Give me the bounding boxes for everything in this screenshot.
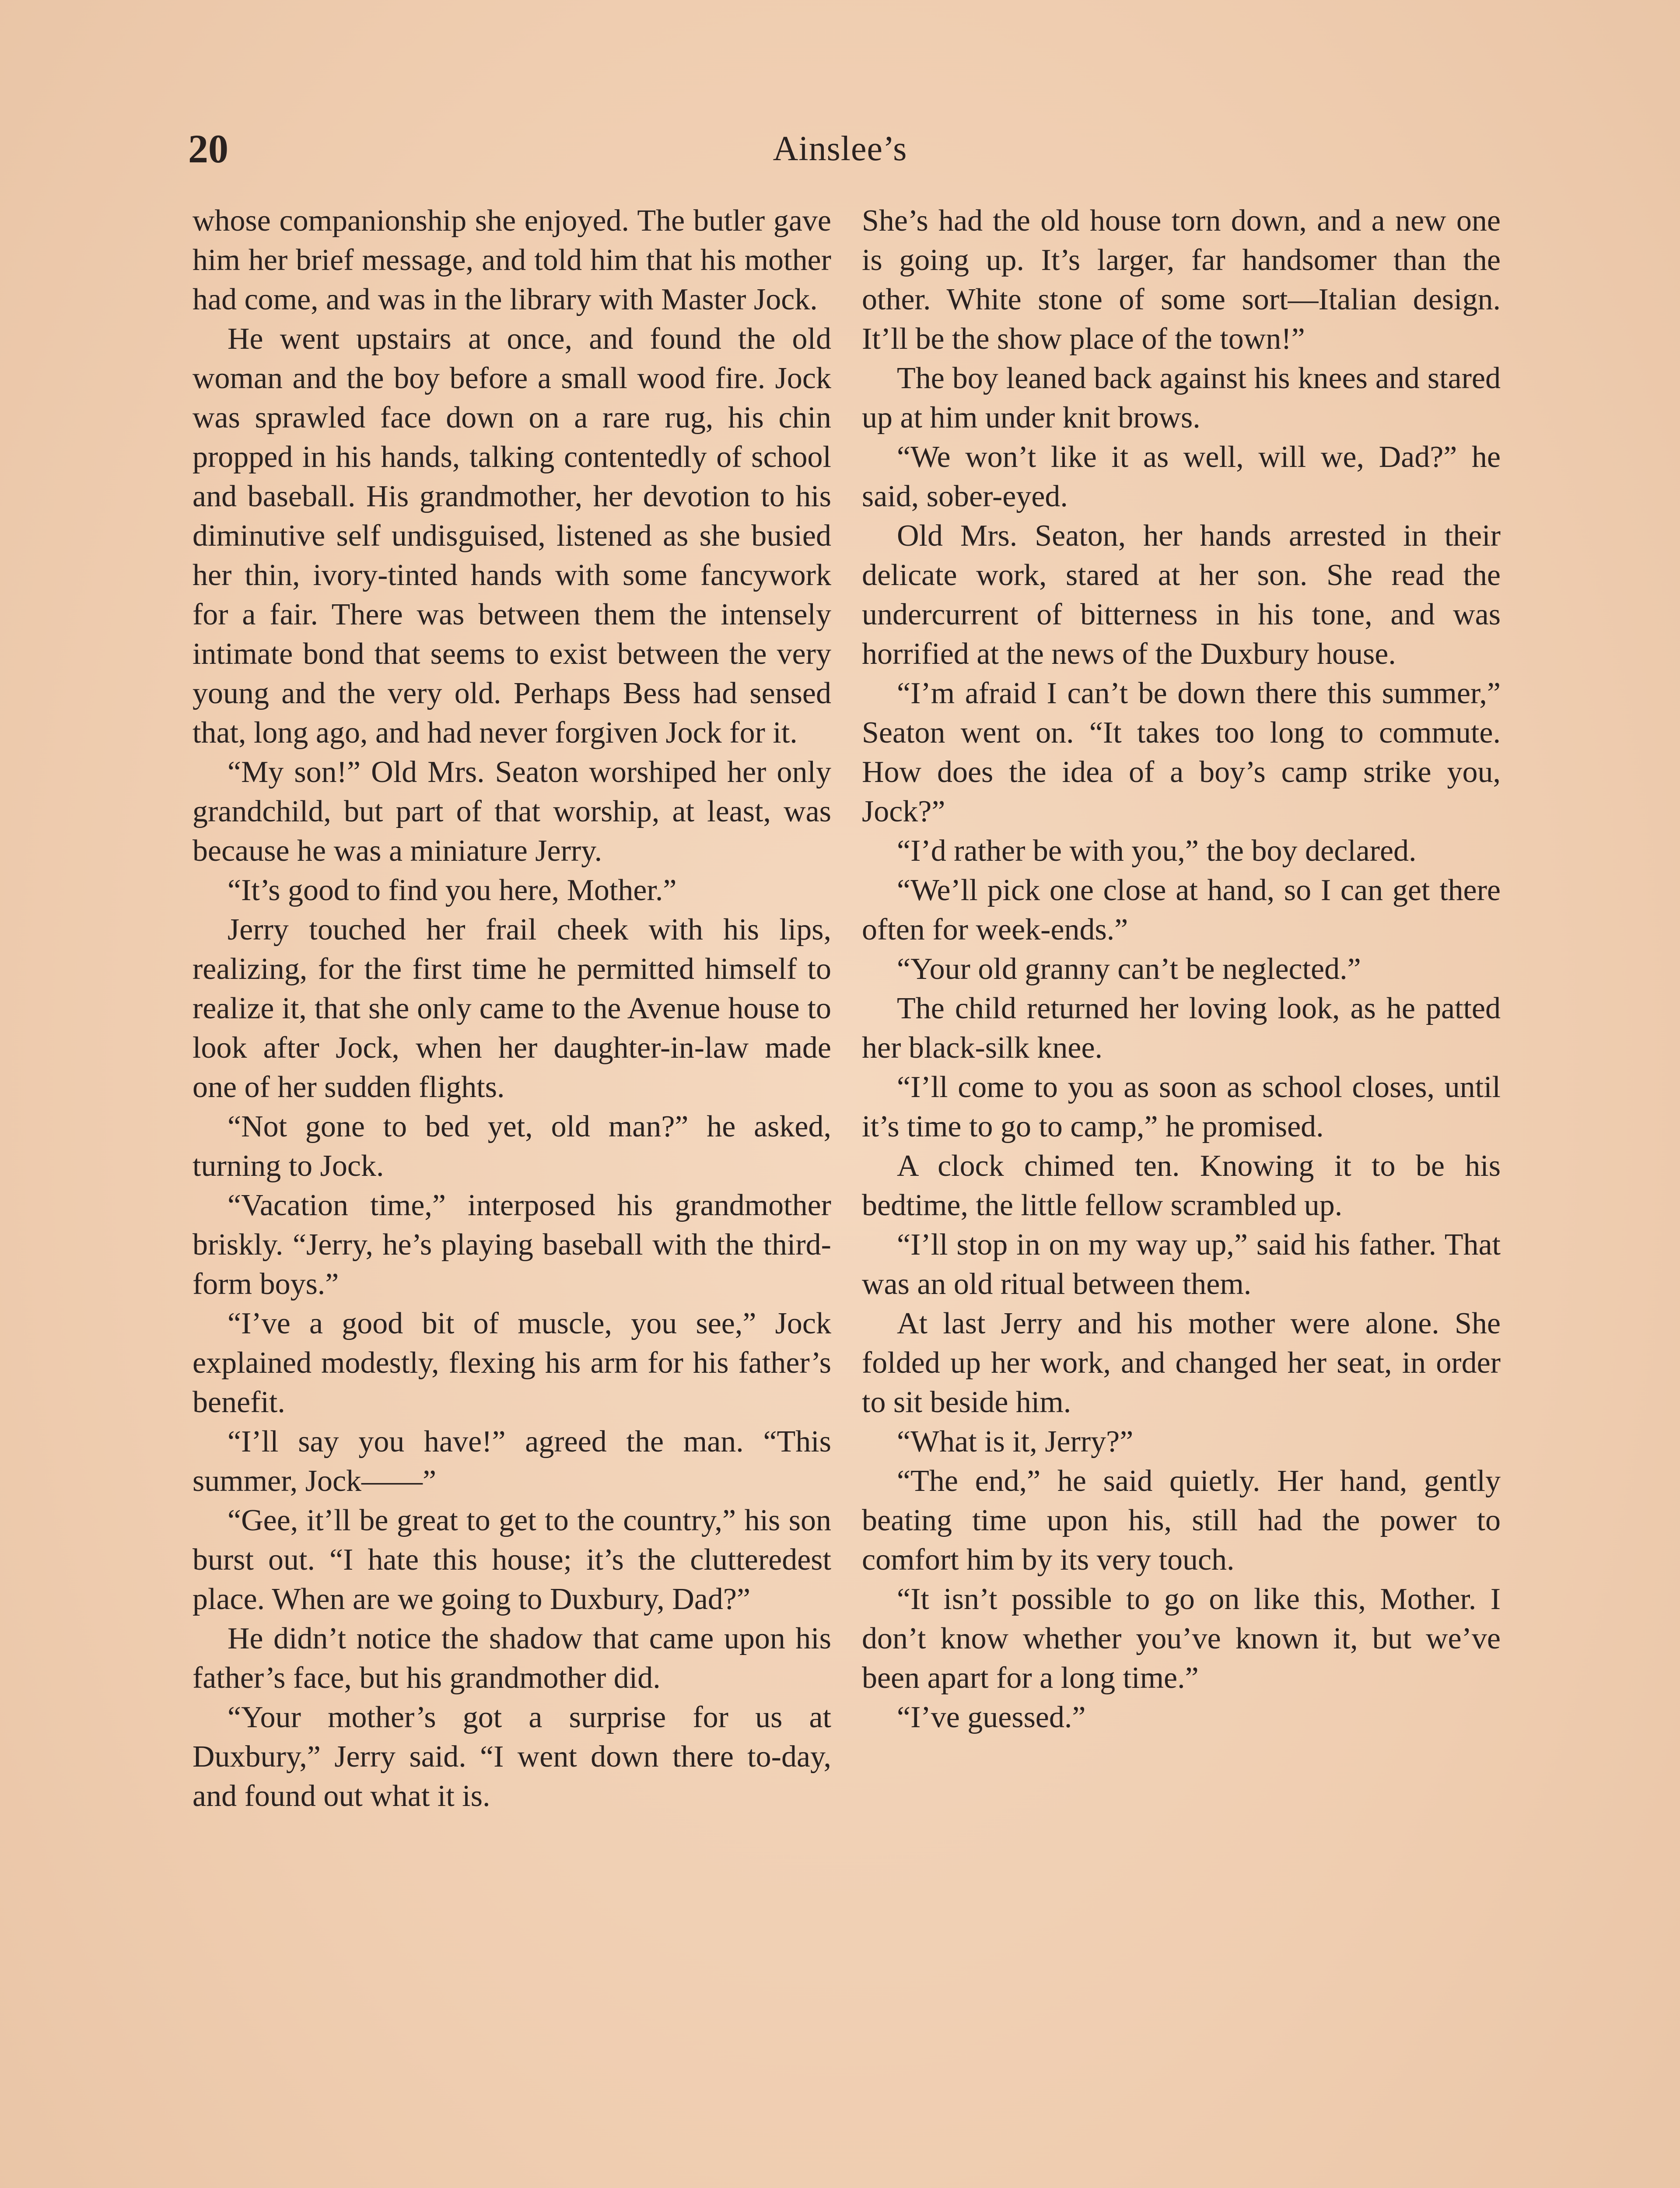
paragraph: “I’ve guessed.” bbox=[897, 1701, 1086, 1734]
paragraph: “I’ll say you have!” agreed the man. “This summer, Jock——” bbox=[192, 1425, 831, 1498]
paragraph: whose companionship she enjoyed. The butler gave him her brief message, and told him that his mother had come, and was in the library with Master Jock. bbox=[192, 204, 831, 316]
paragraph: He didn’t notice the shadow that came upon his father’s face, but his grandmother did. bbox=[192, 1622, 831, 1695]
paragraph: “Gee, it’ll be great to get to the country,” his son burst out. “I hate this house; it’s the clutteredest place. When are we going to Duxbury, Dad?” bbox=[192, 1504, 831, 1616]
paragraph: “It isn’t possible to go on like this, Mother. I don’t know whether you’ve known it, but we’ve been apart for a long time.” bbox=[862, 1582, 1501, 1695]
paragraph: “My son!” Old Mrs. Seaton worshiped her only grandchild, but part of that worship, at least, was because he was a miniature Jerry. bbox=[192, 755, 831, 868]
paragraph: “I’ll stop in on my way up,” said his father. That was an old ritual between them. bbox=[862, 1228, 1501, 1301]
paragraph: “I’m afraid I can’t be down there this summer,” Seaton went on. “It takes too long to commute. How does the idea of a boy’s camp strike you, Jock?” bbox=[862, 677, 1501, 828]
paragraph: A clock chimed ten. Knowing it to be his bedtime, the little fellow scrambled up. bbox=[862, 1149, 1501, 1222]
paragraph: “We’ll pick one close at hand, so I can get there often for week-ends.” bbox=[862, 873, 1501, 947]
paragraph: The child returned her loving look, as he patted her black-silk knee. bbox=[862, 992, 1501, 1065]
paragraph: “Vacation time,” interposed his grandmother briskly. “Jerry, he’s playing baseball with the third-form boys.” bbox=[192, 1189, 831, 1301]
page-number: 20 bbox=[188, 126, 228, 171]
paragraph: The boy leaned back against his knees and stared up at him under knit brows. bbox=[862, 361, 1501, 435]
paragraph: Old Mrs. Seaton, her hands arrested in their delicate work, stared at her son. She read the undercurrent of bitterness in his tone, and was horrified at the news of the Duxbury house. bbox=[862, 519, 1501, 671]
paragraph: He went upstairs at once, and found the old woman and the boy before a small wood fire. Jock was sprawled face down on a rare rug, his chin propped in his hands, talking contentedly of school and baseball. His grandmother, her devotion to his diminutive self undisguised, listened as she busied her thin, ivory-tinted hands with some fancywork for a fair. There was between them the intensely intimate bond that seems to exist between the very young and the very old. Perhaps Bess had sensed that, long ago, and had never forgiven Jock for it. bbox=[192, 322, 831, 750]
paragraph: “Your old granny can’t be neglected.” bbox=[897, 952, 1361, 986]
paragraph: “I’ve a good bit of muscle, you see,” Jock explained modestly, flexing his arm for his father’s benefit. bbox=[192, 1307, 831, 1419]
running-title: Ainslee’s bbox=[773, 130, 907, 168]
paragraph: “We won’t like it as well, will we, Dad?” he said, sober-eyed. bbox=[862, 440, 1501, 513]
paragraph: At last Jerry and his mother were alone. She folded up her work, and changed her seat, in order to sit beside him. bbox=[862, 1307, 1501, 1419]
page-header bbox=[184, 118, 1496, 179]
paragraph: “It’s good to find you here, Mother.” bbox=[228, 873, 677, 907]
paragraph: “Not gone to bed yet, old man?” he asked, turning to Jock. bbox=[192, 1110, 831, 1183]
paragraph: “I’d rather be with you,” the boy declared. bbox=[897, 834, 1417, 868]
paragraph: “What is it, Jerry?” bbox=[897, 1425, 1134, 1459]
paragraph: “The end,” he said quietly. Her hand, gently beating time upon his, still had the power to comfort him by its very touch. bbox=[862, 1464, 1501, 1577]
paragraph: She’s had the old house torn down, and a new one is going up. It’s larger, far handsomer than the other. White stone of some sort—Italian design. It’ll be the show place of the town!” bbox=[862, 204, 1501, 356]
paragraph: Jerry touched her frail cheek with his lips, realizing, for the first time he permitted himself to realize it, that she only came to the Avenue house to look after Jock, when her daughter-in-law made one of her sudden flights. bbox=[192, 913, 831, 1104]
text-column-right bbox=[862, 201, 1501, 1737]
text-column-left bbox=[192, 201, 831, 1816]
paragraph: “I’ll come to you as soon as school closes, until it’s time to go to camp,” he promised. bbox=[862, 1070, 1501, 1143]
paragraph: “Your mother’s got a surprise for us at Duxbury,” Jerry said. “I went down there to-day, and found out what it is. bbox=[192, 1701, 831, 1813]
